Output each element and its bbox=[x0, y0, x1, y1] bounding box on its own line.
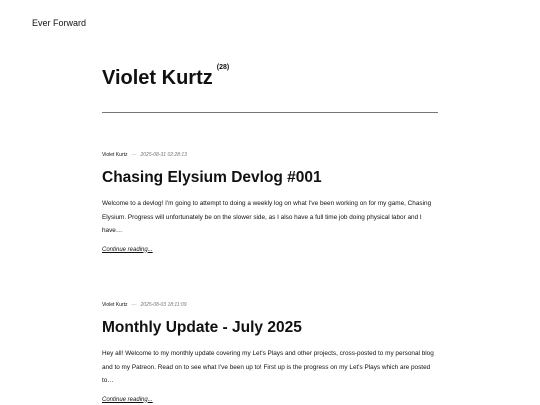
meta-separator: — bbox=[131, 152, 137, 158]
post-date-link[interactable]: 2025-08-03 18:11:09 bbox=[140, 302, 187, 308]
meta-separator: — bbox=[131, 302, 137, 308]
continue-reading-link[interactable]: Continue reading... bbox=[102, 396, 153, 403]
post-title-link[interactable]: Chasing Elysium Devlog #001 bbox=[102, 169, 322, 186]
post-author-link[interactable]: Violet Kurtz bbox=[102, 302, 128, 308]
author-header bbox=[102, 64, 438, 92]
post-date-link[interactable]: 2025-08-31 02:28:13 bbox=[140, 152, 187, 158]
author-post-count: (28) bbox=[216, 63, 230, 71]
post-excerpt: Welcome to a devlog! I'm going to attempt to doing a weekly log on what I've been working on for my game, Chasing Elysium. Progress will unfortunately be on the slower side, as I also have a full time job doing physical labor and I have… bbox=[102, 200, 432, 234]
post-meta bbox=[102, 302, 438, 309]
post-meta bbox=[102, 152, 438, 159]
author-name-heading: Violet Kurtz bbox=[102, 67, 213, 89]
continue-reading-link[interactable]: Continue reading... bbox=[102, 246, 153, 253]
post-entry bbox=[102, 302, 438, 405]
post-author-link[interactable]: Violet Kurtz bbox=[102, 152, 128, 158]
post-entry bbox=[102, 152, 438, 256]
post-title-link[interactable]: Monthly Update - July 2025 bbox=[102, 319, 302, 336]
header-divider bbox=[102, 112, 438, 113]
site-title-link[interactable]: Ever Forward bbox=[32, 18, 87, 28]
post-excerpt: Hey all! Welcome to my monthly update covering my Let's Plays and other projects, cross-posted to my personal blog and to my Patreon. Read on to see what I've been up to! First up is the progress on my Let's Plays which are posted to… bbox=[102, 350, 434, 384]
